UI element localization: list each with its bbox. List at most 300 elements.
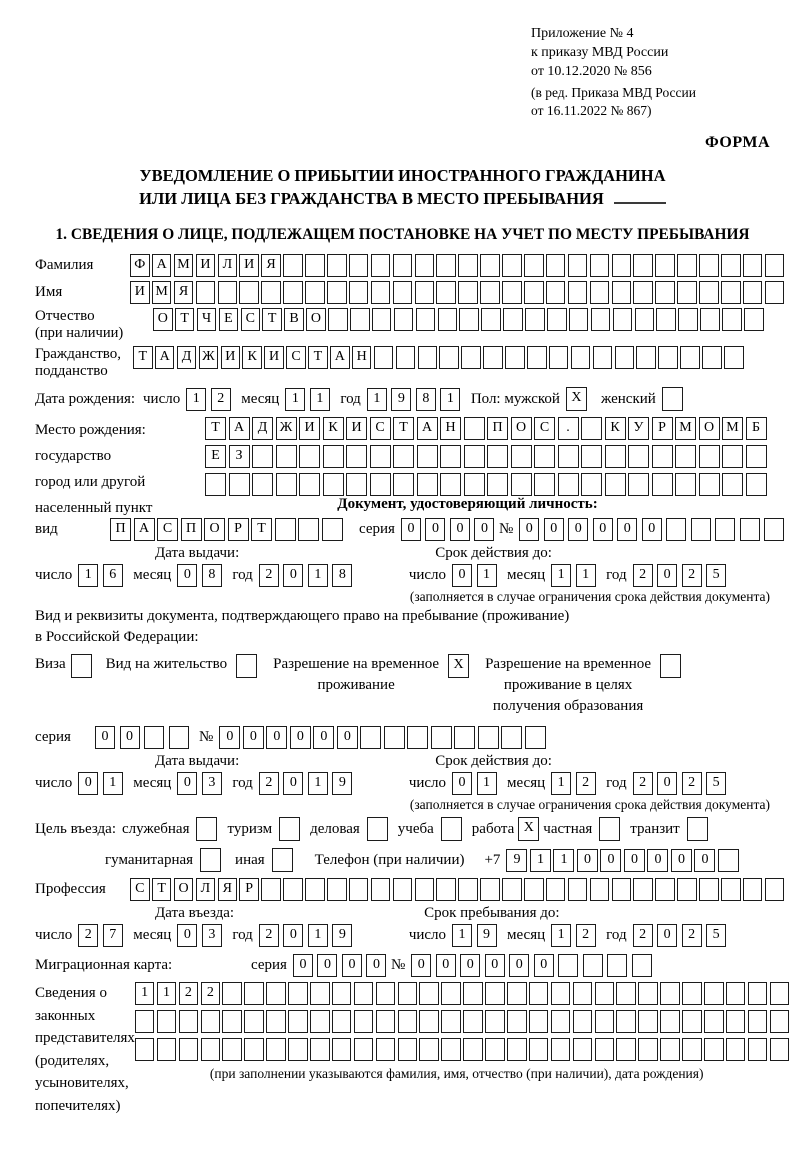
- char-box[interactable]: [743, 281, 763, 304]
- char-box[interactable]: О: [699, 417, 720, 440]
- char-box[interactable]: 1: [553, 849, 574, 872]
- char-box[interactable]: [612, 254, 632, 277]
- char-box[interactable]: [547, 308, 567, 331]
- char-box[interactable]: [568, 878, 588, 901]
- char-box[interactable]: [346, 473, 367, 496]
- char-box[interactable]: [502, 254, 522, 277]
- char-box[interactable]: [677, 878, 697, 901]
- char-box[interactable]: 1: [103, 772, 123, 795]
- char-box[interactable]: 2: [576, 772, 596, 795]
- char-box[interactable]: Т: [133, 346, 153, 369]
- char-box[interactable]: [349, 254, 369, 277]
- char-box[interactable]: 0: [313, 726, 334, 749]
- char-box[interactable]: С: [241, 308, 261, 331]
- char-box[interactable]: И: [346, 417, 367, 440]
- char-box[interactable]: 2: [682, 564, 702, 587]
- char-box[interactable]: [534, 445, 555, 468]
- char-box[interactable]: 0: [425, 518, 445, 541]
- char-box[interactable]: [436, 281, 456, 304]
- char-box[interactable]: [607, 954, 627, 977]
- char-box[interactable]: [743, 254, 763, 277]
- char-box[interactable]: [485, 982, 505, 1005]
- char-box[interactable]: [721, 878, 741, 901]
- char-box[interactable]: 0: [617, 518, 637, 541]
- char-box[interactable]: [527, 346, 547, 369]
- char-box[interactable]: [691, 518, 711, 541]
- char-box[interactable]: [398, 1010, 418, 1033]
- char-box[interactable]: [244, 1010, 264, 1033]
- char-box[interactable]: [715, 518, 735, 541]
- char-box[interactable]: М: [722, 417, 743, 440]
- char-box[interactable]: [481, 308, 501, 331]
- char-box[interactable]: [239, 281, 259, 304]
- char-box[interactable]: [276, 445, 297, 468]
- char-box[interactable]: X: [566, 387, 587, 411]
- char-box[interactable]: 0: [485, 954, 505, 977]
- char-box[interactable]: А: [417, 417, 438, 440]
- char-box[interactable]: 2: [201, 982, 221, 1005]
- char-box[interactable]: [229, 473, 250, 496]
- char-box[interactable]: [675, 473, 696, 496]
- char-box[interactable]: 0: [95, 726, 115, 749]
- char-box[interactable]: 0: [401, 518, 421, 541]
- char-box[interactable]: 8: [416, 388, 436, 411]
- char-box[interactable]: [376, 982, 396, 1005]
- char-box[interactable]: 0: [283, 564, 303, 587]
- char-box[interactable]: [699, 445, 720, 468]
- char-box[interactable]: [487, 445, 508, 468]
- char-box[interactable]: [461, 346, 481, 369]
- char-box[interactable]: 0: [366, 954, 386, 977]
- char-box[interactable]: 1: [78, 564, 98, 587]
- char-box[interactable]: 8: [202, 564, 222, 587]
- char-box[interactable]: [485, 1010, 505, 1033]
- char-box[interactable]: Т: [251, 518, 272, 541]
- char-box[interactable]: [660, 1010, 680, 1033]
- char-box[interactable]: [722, 308, 742, 331]
- char-box[interactable]: К: [242, 346, 262, 369]
- char-box[interactable]: [581, 473, 602, 496]
- char-box[interactable]: [551, 982, 571, 1005]
- char-box[interactable]: [440, 445, 461, 468]
- char-box[interactable]: [305, 878, 325, 901]
- char-box[interactable]: [655, 281, 675, 304]
- char-box[interactable]: 0: [568, 518, 588, 541]
- char-box[interactable]: Т: [262, 308, 282, 331]
- char-box[interactable]: [529, 1010, 549, 1033]
- char-box[interactable]: Т: [393, 417, 414, 440]
- char-box[interactable]: 0: [219, 726, 240, 749]
- char-box[interactable]: [721, 281, 741, 304]
- char-box[interactable]: [135, 1010, 155, 1033]
- char-box[interactable]: К: [605, 417, 626, 440]
- char-box[interactable]: [376, 1038, 396, 1061]
- char-box[interactable]: [244, 982, 264, 1005]
- char-box[interactable]: [765, 254, 785, 277]
- char-box[interactable]: 1: [308, 564, 328, 587]
- char-box[interactable]: 0: [460, 954, 480, 977]
- char-box[interactable]: [350, 308, 370, 331]
- char-box[interactable]: [261, 281, 281, 304]
- char-box[interactable]: [436, 254, 456, 277]
- char-box[interactable]: [652, 473, 673, 496]
- char-box[interactable]: 1: [186, 388, 206, 411]
- char-box[interactable]: П: [181, 518, 202, 541]
- char-box[interactable]: С: [370, 417, 391, 440]
- char-box[interactable]: [419, 1038, 439, 1061]
- char-box[interactable]: [503, 308, 523, 331]
- char-box[interactable]: 2: [633, 924, 653, 947]
- char-box[interactable]: 1: [135, 982, 155, 1005]
- char-box[interactable]: [71, 654, 92, 678]
- char-box[interactable]: [613, 308, 633, 331]
- char-box[interactable]: 6: [103, 564, 123, 587]
- char-box[interactable]: [371, 878, 391, 901]
- char-box[interactable]: [593, 346, 613, 369]
- char-box[interactable]: [612, 878, 632, 901]
- char-box[interactable]: [699, 281, 719, 304]
- char-box[interactable]: 0: [283, 772, 303, 795]
- char-box[interactable]: [371, 254, 391, 277]
- char-box[interactable]: [704, 1010, 724, 1033]
- char-box[interactable]: С: [157, 518, 178, 541]
- char-box[interactable]: А: [229, 417, 250, 440]
- char-box[interactable]: Т: [152, 878, 172, 901]
- char-box[interactable]: [507, 1038, 527, 1061]
- char-box[interactable]: [595, 982, 615, 1005]
- char-box[interactable]: [463, 1010, 483, 1033]
- char-box[interactable]: 0: [411, 954, 431, 977]
- char-box[interactable]: [360, 726, 381, 749]
- char-box[interactable]: 0: [293, 954, 313, 977]
- char-box[interactable]: 8: [332, 564, 352, 587]
- char-box[interactable]: [480, 281, 500, 304]
- char-box[interactable]: [699, 878, 719, 901]
- char-box[interactable]: Е: [219, 308, 239, 331]
- char-box[interactable]: [770, 1010, 790, 1033]
- char-box[interactable]: 2: [211, 388, 231, 411]
- char-box[interactable]: 0: [452, 564, 472, 587]
- char-box[interactable]: X: [448, 654, 469, 678]
- char-box[interactable]: [748, 1010, 768, 1033]
- char-box[interactable]: [511, 445, 532, 468]
- char-box[interactable]: [417, 473, 438, 496]
- char-box[interactable]: 0: [177, 772, 197, 795]
- char-box[interactable]: 1: [551, 564, 571, 587]
- char-box[interactable]: [440, 473, 461, 496]
- char-box[interactable]: 1: [310, 388, 330, 411]
- char-box[interactable]: [675, 445, 696, 468]
- char-box[interactable]: [374, 346, 394, 369]
- char-box[interactable]: [135, 1038, 155, 1061]
- char-box[interactable]: [628, 473, 649, 496]
- char-box[interactable]: 5: [706, 924, 726, 947]
- char-box[interactable]: 0: [671, 849, 692, 872]
- char-box[interactable]: [571, 346, 591, 369]
- char-box[interactable]: [744, 308, 764, 331]
- char-box[interactable]: [415, 281, 435, 304]
- char-box[interactable]: [480, 254, 500, 277]
- char-box[interactable]: 0: [534, 954, 554, 977]
- char-box[interactable]: М: [174, 254, 194, 277]
- char-box[interactable]: [323, 445, 344, 468]
- char-box[interactable]: [266, 1038, 286, 1061]
- char-box[interactable]: [299, 473, 320, 496]
- char-box[interactable]: 3: [202, 924, 222, 947]
- char-box[interactable]: [310, 1010, 330, 1033]
- char-box[interactable]: [718, 849, 739, 872]
- char-box[interactable]: [196, 817, 217, 841]
- char-box[interactable]: [283, 878, 303, 901]
- char-box[interactable]: 0: [342, 954, 362, 977]
- char-box[interactable]: [573, 1038, 593, 1061]
- char-box[interactable]: И: [130, 281, 150, 304]
- char-box[interactable]: [299, 445, 320, 468]
- char-box[interactable]: [632, 954, 652, 977]
- char-box[interactable]: [662, 387, 683, 411]
- char-box[interactable]: [328, 308, 348, 331]
- char-box[interactable]: [529, 982, 549, 1005]
- char-box[interactable]: [529, 1038, 549, 1061]
- char-box[interactable]: [346, 445, 367, 468]
- char-box[interactable]: 2: [78, 924, 98, 947]
- char-box[interactable]: О: [306, 308, 326, 331]
- char-box[interactable]: [534, 473, 555, 496]
- char-box[interactable]: Я: [218, 878, 238, 901]
- char-box[interactable]: [157, 1038, 177, 1061]
- char-box[interactable]: [272, 848, 293, 872]
- char-box[interactable]: [332, 1038, 352, 1061]
- char-box[interactable]: М: [675, 417, 696, 440]
- char-box[interactable]: П: [487, 417, 508, 440]
- char-box[interactable]: 0: [509, 954, 529, 977]
- char-box[interactable]: 1: [477, 564, 497, 587]
- char-box[interactable]: 0: [283, 924, 303, 947]
- char-box[interactable]: [678, 308, 698, 331]
- char-box[interactable]: [568, 281, 588, 304]
- char-box[interactable]: [398, 982, 418, 1005]
- char-box[interactable]: 9: [332, 924, 352, 947]
- char-box[interactable]: [196, 281, 216, 304]
- char-box[interactable]: [682, 1038, 702, 1061]
- char-box[interactable]: [746, 445, 767, 468]
- char-box[interactable]: [573, 982, 593, 1005]
- char-box[interactable]: [638, 1038, 658, 1061]
- char-box[interactable]: Ф: [130, 254, 150, 277]
- char-box[interactable]: 7: [103, 924, 123, 947]
- char-box[interactable]: 0: [120, 726, 140, 749]
- char-box[interactable]: [416, 308, 436, 331]
- char-box[interactable]: [417, 445, 438, 468]
- char-box[interactable]: [463, 1038, 483, 1061]
- char-box[interactable]: [157, 1010, 177, 1033]
- char-box[interactable]: У: [628, 417, 649, 440]
- char-box[interactable]: [655, 878, 675, 901]
- char-box[interactable]: [655, 254, 675, 277]
- char-box[interactable]: [569, 308, 589, 331]
- char-box[interactable]: М: [152, 281, 172, 304]
- char-box[interactable]: [699, 473, 720, 496]
- char-box[interactable]: 2: [259, 772, 279, 795]
- char-box[interactable]: [322, 518, 343, 541]
- char-box[interactable]: 0: [337, 726, 358, 749]
- char-box[interactable]: 2: [633, 772, 653, 795]
- char-box[interactable]: Н: [352, 346, 372, 369]
- char-box[interactable]: [507, 982, 527, 1005]
- char-box[interactable]: [605, 445, 626, 468]
- char-box[interactable]: А: [134, 518, 155, 541]
- char-box[interactable]: Я: [261, 254, 281, 277]
- char-box[interactable]: [464, 417, 485, 440]
- char-box[interactable]: 5: [706, 564, 726, 587]
- char-box[interactable]: [765, 281, 785, 304]
- char-box[interactable]: [546, 281, 566, 304]
- char-box[interactable]: [398, 1038, 418, 1061]
- char-box[interactable]: [349, 878, 369, 901]
- char-box[interactable]: [305, 281, 325, 304]
- char-box[interactable]: [549, 346, 569, 369]
- char-box[interactable]: [370, 473, 391, 496]
- char-box[interactable]: [591, 308, 611, 331]
- char-box[interactable]: [551, 1038, 571, 1061]
- char-box[interactable]: X: [518, 817, 539, 841]
- char-box[interactable]: 9: [391, 388, 411, 411]
- char-box[interactable]: 0: [624, 849, 645, 872]
- char-box[interactable]: 0: [177, 564, 197, 587]
- char-box[interactable]: [394, 308, 414, 331]
- char-box[interactable]: [687, 817, 708, 841]
- char-box[interactable]: [590, 878, 610, 901]
- char-box[interactable]: 0: [593, 518, 613, 541]
- char-box[interactable]: [439, 346, 459, 369]
- char-box[interactable]: 0: [647, 849, 668, 872]
- char-box[interactable]: [652, 445, 673, 468]
- char-box[interactable]: [633, 281, 653, 304]
- char-box[interactable]: [722, 445, 743, 468]
- char-box[interactable]: [507, 1010, 527, 1033]
- char-box[interactable]: 2: [576, 924, 596, 947]
- char-box[interactable]: 0: [657, 564, 677, 587]
- char-box[interactable]: [201, 1010, 221, 1033]
- char-box[interactable]: [327, 281, 347, 304]
- char-box[interactable]: [487, 473, 508, 496]
- char-box[interactable]: [438, 308, 458, 331]
- char-box[interactable]: 0: [450, 518, 470, 541]
- char-box[interactable]: [236, 654, 257, 678]
- char-box[interactable]: [332, 1010, 352, 1033]
- char-box[interactable]: 0: [452, 772, 472, 795]
- char-box[interactable]: [546, 878, 566, 901]
- char-box[interactable]: И: [264, 346, 284, 369]
- char-box[interactable]: [660, 654, 681, 678]
- char-box[interactable]: [558, 473, 579, 496]
- char-box[interactable]: [323, 473, 344, 496]
- char-box[interactable]: 9: [477, 924, 497, 947]
- char-box[interactable]: [638, 982, 658, 1005]
- char-box[interactable]: В: [284, 308, 304, 331]
- char-box[interactable]: [354, 1038, 374, 1061]
- char-box[interactable]: 1: [551, 772, 571, 795]
- char-box[interactable]: [441, 1010, 461, 1033]
- char-box[interactable]: [726, 1010, 746, 1033]
- char-box[interactable]: [288, 1038, 308, 1061]
- char-box[interactable]: [276, 473, 297, 496]
- char-box[interactable]: [660, 1038, 680, 1061]
- char-box[interactable]: [279, 817, 300, 841]
- char-box[interactable]: [721, 254, 741, 277]
- char-box[interactable]: [502, 878, 522, 901]
- char-box[interactable]: [367, 817, 388, 841]
- char-box[interactable]: С: [534, 417, 555, 440]
- char-box[interactable]: [722, 473, 743, 496]
- char-box[interactable]: 1: [308, 772, 328, 795]
- char-box[interactable]: 0: [519, 518, 539, 541]
- char-box[interactable]: С: [130, 878, 150, 901]
- char-box[interactable]: [200, 848, 221, 872]
- char-box[interactable]: [764, 518, 784, 541]
- char-box[interactable]: С: [286, 346, 306, 369]
- char-box[interactable]: [581, 417, 602, 440]
- char-box[interactable]: [310, 1038, 330, 1061]
- char-box[interactable]: Ч: [197, 308, 217, 331]
- char-box[interactable]: 0: [657, 924, 677, 947]
- char-box[interactable]: [605, 473, 626, 496]
- char-box[interactable]: [677, 254, 697, 277]
- char-box[interactable]: 2: [682, 924, 702, 947]
- char-box[interactable]: [393, 281, 413, 304]
- char-box[interactable]: [480, 878, 500, 901]
- char-box[interactable]: [458, 254, 478, 277]
- char-box[interactable]: [283, 281, 303, 304]
- char-box[interactable]: 9: [506, 849, 527, 872]
- char-box[interactable]: [599, 817, 620, 841]
- char-box[interactable]: [393, 445, 414, 468]
- char-box[interactable]: 1: [285, 388, 305, 411]
- char-box[interactable]: [441, 817, 462, 841]
- char-box[interactable]: [431, 726, 452, 749]
- char-box[interactable]: [415, 254, 435, 277]
- char-box[interactable]: [393, 254, 413, 277]
- char-box[interactable]: 0: [78, 772, 98, 795]
- char-box[interactable]: 5: [706, 772, 726, 795]
- char-box[interactable]: [704, 982, 724, 1005]
- char-box[interactable]: Л: [218, 254, 238, 277]
- char-box[interactable]: Ж: [199, 346, 219, 369]
- char-box[interactable]: [501, 726, 522, 749]
- char-box[interactable]: О: [174, 878, 194, 901]
- char-box[interactable]: [464, 473, 485, 496]
- char-box[interactable]: [393, 473, 414, 496]
- char-box[interactable]: [616, 1010, 636, 1033]
- char-box[interactable]: 0: [657, 772, 677, 795]
- char-box[interactable]: [327, 878, 347, 901]
- char-box[interactable]: 0: [436, 954, 456, 977]
- char-box[interactable]: [748, 1038, 768, 1061]
- char-box[interactable]: [458, 878, 478, 901]
- char-box[interactable]: И: [196, 254, 216, 277]
- char-box[interactable]: [590, 281, 610, 304]
- char-box[interactable]: [636, 346, 656, 369]
- char-box[interactable]: [144, 726, 164, 749]
- char-box[interactable]: А: [330, 346, 350, 369]
- char-box[interactable]: О: [204, 518, 225, 541]
- char-box[interactable]: И: [239, 254, 259, 277]
- char-box[interactable]: [546, 254, 566, 277]
- char-box[interactable]: Н: [440, 417, 461, 440]
- char-box[interactable]: 1: [367, 388, 387, 411]
- char-box[interactable]: [658, 346, 678, 369]
- char-box[interactable]: [478, 726, 499, 749]
